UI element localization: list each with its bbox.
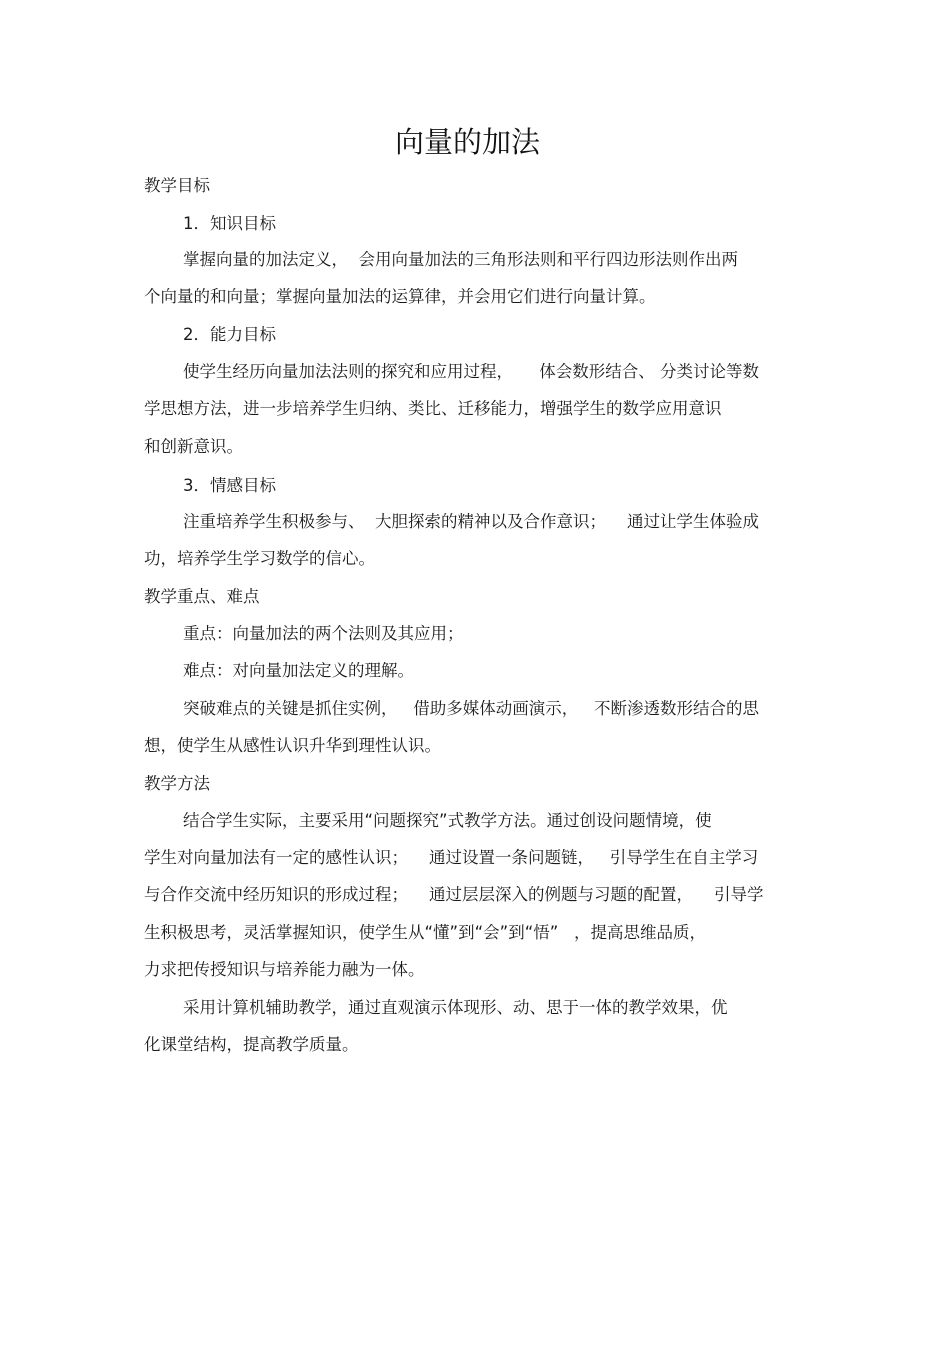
paragraph-line: 采用计算机辅助教学，通过直观演示体现形、动、思于一体的教学效果，优 [183, 998, 728, 1017]
paragraph-line: 突破难点的关键是抓住实例， 借助多媒体动画演示， 不断渗透数形结合的思 [183, 699, 759, 718]
paragraph-line: 重点：向量加法的两个法则及其应用； [183, 624, 464, 643]
paragraph-line: 难点：对向量加法定义的理解。 [183, 661, 414, 680]
subheading-knowledge: 1．知识目标 [183, 214, 276, 233]
page-title: 向量的加法 [394, 125, 540, 159]
paragraph-line: 注重培养学生积极参与、 大胆探索的精神以及合作意识； 通过让学生体验成 [183, 512, 759, 531]
paragraph-line: 结合学生实际，主要采用“问题探究”式教学方法。通过创设问题情境，使 [183, 811, 712, 830]
section-heading-objectives: 教学目标 [144, 176, 210, 195]
paragraph-line: 个向量的和向量；掌握向量加法的运算律，并会用它们进行向量计算。 [144, 287, 656, 306]
paragraph-line: 学思想方法，进一步培养学生归纳、类比、迁移能力，增强学生的数学应用意识 [144, 399, 722, 418]
paragraph-line: 生积极思考，灵活掌握知识，使学生从“懂”到“会”到“悟” ，提高思维品质， [144, 923, 707, 942]
section-heading-method: 教学方法 [144, 774, 210, 793]
subheading-emotion: 3．情感目标 [183, 476, 276, 495]
subheading-ability: 2．能力目标 [183, 325, 276, 344]
paragraph-line: 学生对向量加法有一定的感性认识； 通过设置一条问题链， 引导学生在自主学习 [144, 848, 759, 867]
paragraph-line: 化课堂结构，提高教学质量。 [144, 1035, 359, 1054]
section-heading-focus: 教学重点、难点 [144, 587, 260, 606]
paragraph-line: 和创新意识。 [144, 437, 243, 456]
paragraph-line: 力求把传授知识与培养能力融为一体。 [144, 960, 425, 979]
paragraph-line: 使学生经历向量加法法则的探究和应用过程， 体会数形结合、 分类讨论等数 [183, 362, 759, 381]
paragraph-line: 与合作交流中经历知识的形成过程； 通过层层深入的例题与习题的配置， 引导学 [144, 885, 764, 904]
paragraph-line: 功，培养学生学习数学的信心。 [144, 549, 375, 568]
paragraph-line: 想，使学生从感性认识升华到理性认识。 [144, 736, 441, 755]
paragraph-line: 掌握向量的加法定义， 会用向量加法的三角形法则和平行四边形法则作出两 [183, 250, 738, 269]
